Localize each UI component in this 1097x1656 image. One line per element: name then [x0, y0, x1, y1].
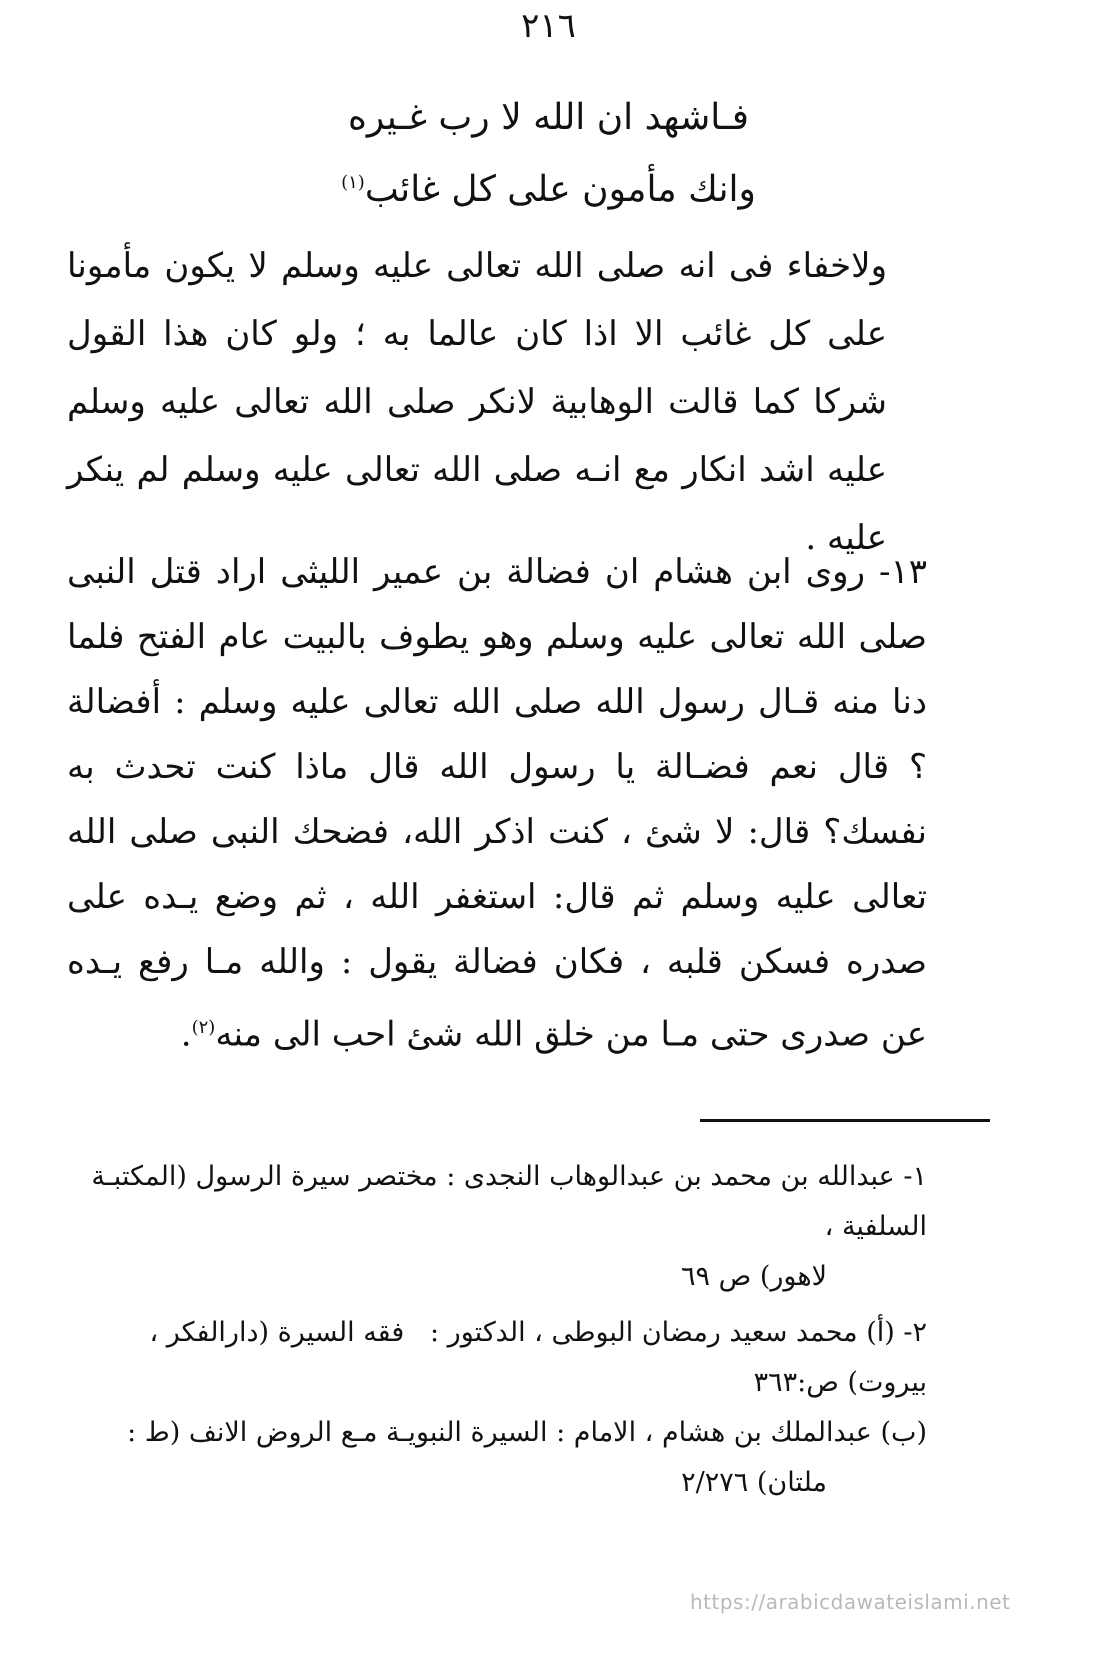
verse-line-1	[0, 97, 1097, 138]
footnote-ref-1: (١)	[341, 172, 365, 193]
footnote-divider	[700, 1119, 990, 1122]
footnotes	[77, 1152, 927, 1514]
footnote-2-title: فقه السيرة (دارالفكر ، بيروت) ص:٣٦٣	[149, 1317, 927, 1398]
footnote-2-line-1	[77, 1308, 927, 1408]
footnote-1-line-1: ١- عبدالله بن محمد بن عبدالوهاب النجدى : مختصر سيرة الرسول (المكتبـة السلفية ،	[91, 1161, 927, 1242]
footnote-1-line-2: لاهور) ص ٦٩	[681, 1261, 827, 1292]
paragraph-2-end: .	[180, 1014, 192, 1055]
footnote-2-author: ٢- (أ) محمد سعيد رمضان البوطى ، الدكتور :	[430, 1317, 927, 1348]
footnote-ref-2: (٢)	[191, 1017, 216, 1038]
footnote-1	[77, 1152, 927, 1302]
footnote-2-line-2: (ب) عبدالملك بن هشام ، الامام : السيرة النبويـة مـع الروض الانف (ط :	[127, 1417, 927, 1448]
paragraph-2	[67, 540, 927, 1067]
verse-line-2	[0, 169, 1097, 210]
verse-line-1-text: فـاشهد ان الله لا رب غـيره	[348, 97, 749, 138]
paragraph-2-text: روى ابن هشام ان فضالة بن عمير الليثى اراد قتل النبى صلى الله تعالى عليه وسلم وهو يطوف بالبيت عام الفتح فلما دنا منه قـال رسول الله صلى الله تعالى عليه وسلم : أفضالة ؟ قال نعم فضـالة يا رسول الله قال ماذا كنت تحدث به نفسك؟ قال: لا شئ ، كنت اذكر الله، فضحك النبى صلى الله تعالى عليه وسلم ثم قال: استغفر الله ، ثم وضع يـده على صدره فسكن قلبه ، فكان فضالة يقول : والله مـا رفع يـده عن صدرى حتى مـا من خلق الله شئ احب الى منه	[67, 552, 927, 1055]
paragraph-1	[67, 232, 887, 572]
footnote-2-line-3: ملتان) ٢/٢٧٦	[681, 1467, 827, 1498]
paragraph-1-text: ولاخفاء فى انه صلى الله تعالى عليه وسلم لا يكون مأمونا على كل غائب الا اذا كان عالما به ؛ ولو كان هذا القول شركا كما قالت الوهابية لانكر صلى الله تعالى عليه وسلم عليه اشد انكار مع انـه صلى الله تعالى عليه وسلم لم ينكر عليه .	[67, 246, 888, 558]
page-number: ٢١٦	[521, 6, 576, 46]
watermark-url: https://arabicdawateislami.net	[690, 1590, 1011, 1614]
verse-line-2-text: وانك مأمون على كل غائب	[364, 169, 756, 210]
item-number: ١٣-	[878, 552, 927, 592]
footnote-2	[77, 1308, 927, 1508]
